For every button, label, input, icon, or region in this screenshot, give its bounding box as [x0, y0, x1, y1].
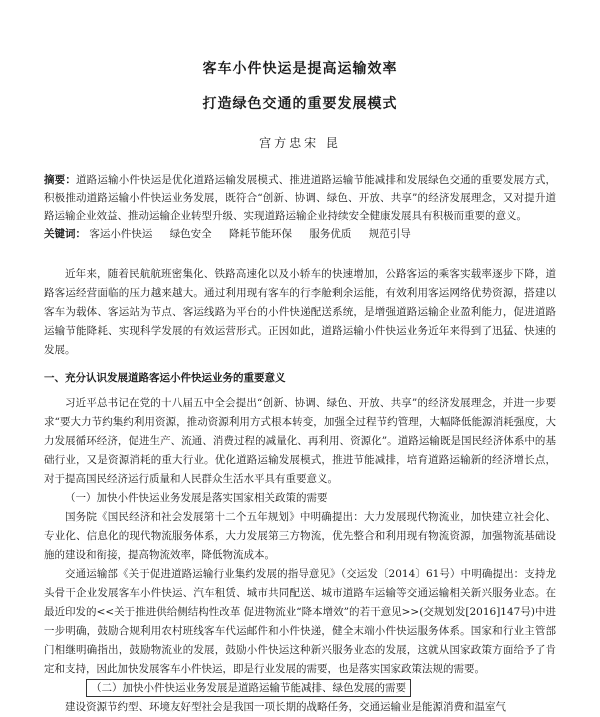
paragraph: 国务院《国民经济和社会发展第十二个五年规划》中明确提出：大力发展现代物流业，加快建立社会化、专业化、信息化的现代物流服务体系，大力发展第三方物流，优先整合和利用现有物流资源，加强物流基础设施的建设和衔接，提高物流效率，降低物流成本。: [44, 511, 556, 561]
authors: 宫方忠宋 昆: [259, 136, 341, 150]
abstract: [44, 171, 556, 225]
subsection-heading: （一）加快小件快运业务发展是落实国家相关政策的需要: [65, 492, 328, 504]
subsection-heading-text: （二）加快小件快运业务发展是道路运输节能减排、绿色发展的需要: [86, 679, 411, 697]
keywords-label: 关键词：: [44, 228, 86, 240]
keyword: 服务优质: [309, 228, 352, 240]
title-line-1: 客车小件快运是提高运输效率: [202, 61, 398, 77]
keyword: 规范引导: [368, 228, 411, 240]
title-line-2: 打造绿色交通的重要发展模式: [202, 96, 398, 112]
keywords: [44, 225, 556, 243]
section-heading: 一、充分认识发展道路客运小件快运业务的重要意义: [44, 372, 286, 384]
abstract-text: 道路运输小件快运是优化道路运输发展模式、推进道路运输节能减排和发展绿色交通的重要发展方式，积极推动道路运输小件快运业务发展，既符合“创新、协调、绿色、开放、共享”的经济发展理念，又对提升道路运输企业效益、推动运输企业转型升级、实现道路运输企业持续安全健康发展具有积极而重要的意义。: [44, 174, 557, 222]
paragraph: 习近平总书记在党的十八届五中全会提出“创新、协调、绿色、开放、共享”的经济发展理念，并进一步要求“要大力节约集约利用资源，推动资源利用方式根本转变，加强全过程节约管理，大幅降低能源消耗强度，大力发展循环经济，促进生产、流通、消费过程的减量化、再利用、资源化”。道路运输既是国民经济体系中的基础行业，又是资源消耗的重大行业。优化道路运输发展模式，推进节能减排，培育道路运输新的经济增长点，对于提高国民经济运行质量和人民群众生活水平具有重要意义。: [44, 397, 556, 485]
keyword: 客运小件快运: [89, 228, 153, 240]
paragraph-intro: 近年来，随着民航航班密集化、铁路高速化以及小轿车的快速增加，公路客运的乘客实载率逐步下降，道路客运经营面临的压力越来越大。通过利用现有客车的行李舱剩余运能，有效利用客运网络优势资源，搭建以客车为载体、客运站为节点、客运线路为平台的小件快递配送系统，是增强道路运输企业盈利能力，促进道路运输节能降耗、实现科学发展的有效运营形式。正因如此，道路运输小件快运业务近年来得到了迅猛、快速的发展。: [44, 268, 556, 356]
subsection-heading-boxed: [44, 679, 556, 698]
paragraph: 交通运输部《关于促进道路运输行业集约发展的指导意见》（交运发〔2014〕61号）中明确提出：支持龙头骨干企业发展客车小件快运、汽车租赁、城市共同配送、城市道路车运输等交通运输相关新兴服务业态。在最近印发的<<关于推进供给侧结构性改革 促进物流业“降本增效”的若干意见>>(交规划发[2016]147号)中进一步明确，鼓励合规利用农村班线客车代运邮件和小件快递，健全末端小件快运服务体系。国家和行业主管部门相继明确指出，鼓励物流业的发展，鼓励小件快运这种新兴服务业态的发展，这就从国家政策方面给予了肯定和支持，因此加快发展客车小件快运，即是行业发展的需要，也是落实国家政策法规的需要。: [44, 568, 556, 675]
abstract-label: 摘要：: [44, 174, 77, 186]
keyword: 绿色安全: [169, 228, 212, 240]
paragraph: 建设资源节约型、环境友好型社会是我国一项长期的战略任务，交通运输业是能源消费和温室气: [65, 701, 506, 713]
keyword: 降耗节能环保: [229, 228, 293, 240]
